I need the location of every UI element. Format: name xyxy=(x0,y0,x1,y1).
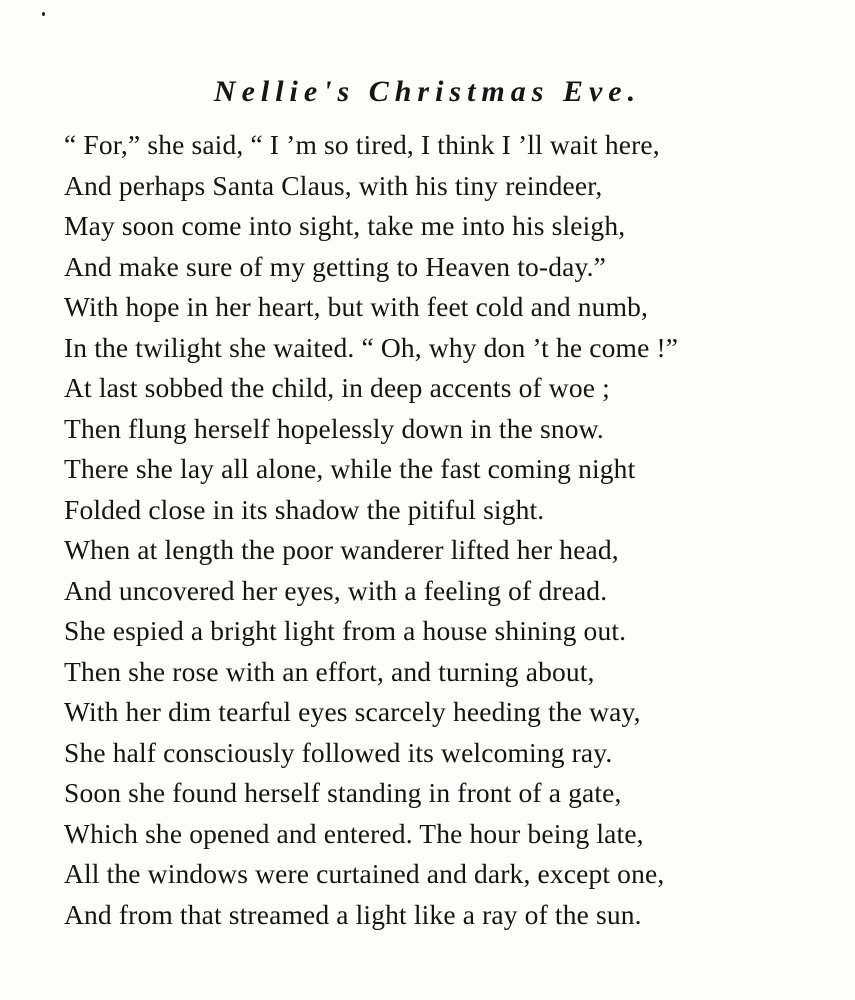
poem-line: Then flung herself hopelessly down in the snow. xyxy=(64,412,604,444)
poem-line: She half consciously followed its welcoming ray. xyxy=(64,736,613,768)
poem-body xyxy=(64,125,844,935)
poem-line: In the twilight she waited. “ Oh, why don ’t he come !” xyxy=(64,331,679,363)
poem-line: At last sobbed the child, in deep accents of woe ; xyxy=(64,372,610,403)
poem-line: She espied a bright light from a house shining out. xyxy=(64,615,627,646)
poem-line: With her dim tearful eyes scarcely heeding the way, xyxy=(64,696,641,727)
poem-line: Which she opened and entered. The hour being late, xyxy=(64,817,644,849)
poem-line: With hope in her heart, but with feet cold and numb, xyxy=(64,291,649,322)
poem-line: And perhaps Santa Claus, with his tiny reindeer, xyxy=(64,169,603,201)
poem-line: Folded close in its shadow the pitiful sight. xyxy=(64,493,545,525)
poem-line: And from that streamed a light like a ray of the sun. xyxy=(64,898,642,930)
poem-line: When at length the poor wanderer lifted her head, xyxy=(64,534,619,565)
poem-line: “ For,” she said, “ I ’m so tired, I think I ’ll wait here, xyxy=(64,129,660,160)
poem-line: All the windows were curtained and dark, except one, xyxy=(64,858,665,889)
poem-line: May soon come into sight, take me into his sleigh, xyxy=(64,210,626,241)
poem-line: And make sure of my getting to Heaven to-day.” xyxy=(64,250,606,282)
poem-line: Soon she found herself standing in front of a gate, xyxy=(64,777,622,808)
poem-line: Then she rose with an effort, and turning about, xyxy=(64,655,595,687)
poem-line: And uncovered her eyes, with a feeling of dread. xyxy=(64,574,608,606)
ink-speck xyxy=(42,12,45,16)
page-title: Nellie's Christmas Eve. xyxy=(213,75,642,108)
poem-line: There she lay all alone, while the fast coming night xyxy=(64,453,636,484)
